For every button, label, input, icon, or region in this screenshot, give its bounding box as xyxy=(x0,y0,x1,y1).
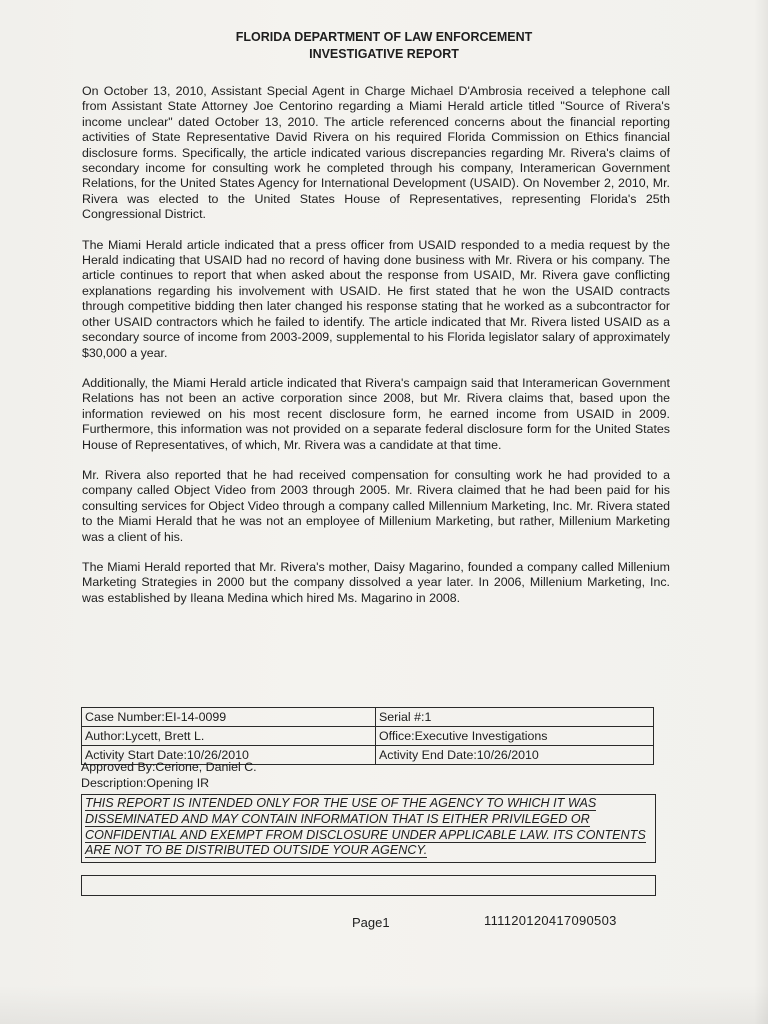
paragraph-2: The Miami Herald article indicated that a press officer from USAID responded to a media request by the Herald indicating that USAID had no record of having done business with Mr. Rivera or his company. The article continues to report that when asked about the response from USAID, Mr. Rivera gave conflicting explanations regarding his involvement with USAID. He first stated that he won the USAID contracts through competitive bidding then later changed his response stating that he worked as a subcontractor for other USAID contractors which he failed to identify. The article indicated that Mr. Rivera listed USAID as a secondary source of income from 2003-2009, supplemental to his Florida legislator salary of approximately $30,000 a year. xyxy=(82,237,670,360)
blank-box xyxy=(81,875,656,896)
notice-text: THIS REPORT IS INTENDED ONLY FOR THE USE OF THE AGENCY TO WHICH IT WAS DISSEMINATED AND MAY CONTAIN INFORMATION THAT IS EITHER PRIVILEGED OR CONFIDENTIAL AND EXEMPT FROM DISCLOSURE UNDER APPLICABLE LAW. ITS CONTENTS ARE NOT TO BE DISTRIBUTED OUTSIDE YOUR AGENCY. xyxy=(85,796,646,858)
report-type-title: INVESTIGATIVE REPORT xyxy=(309,47,459,61)
approval-info xyxy=(81,760,257,791)
paragraph-5: The Miami Herald reported that Mr. Rivera's mother, Daisy Magarino, founded a company called Millenium Marketing Strategies in 2000 but the company dissolved a year later. In 2006, Millenium Marketing, Inc. was established by Ileana Medina which hired Ms. Magarino in 2008. xyxy=(82,559,670,605)
report-header xyxy=(0,29,768,63)
confidentiality-notice xyxy=(81,794,656,863)
description: Description:Opening IR xyxy=(81,775,210,790)
serial-number: Serial #:1 xyxy=(376,708,654,727)
paragraph-4: Mr. Rivera also reported that he had received compensation for consulting work he had provided to a company called Object Video from 2003 through 2005. Mr. Rivera claimed that he had been paid for his consulting services for Object Video through a company called Millennium Marketing, Inc. Mr. Rivera stated to the Miami Herald that he was not an employee of Millenium Marketing, but rather, Millenium Marketing was a client of his. xyxy=(82,467,670,544)
case-number: Case Number:EI-14-0099 xyxy=(82,708,376,727)
approved-by: Approved By:Cerione, Daniel C. xyxy=(81,760,257,774)
office: Office:Executive Investigations xyxy=(376,727,654,746)
activity-end-date: Activity End Date:10/26/2010 xyxy=(376,746,654,765)
document-id: 111120120417090503 xyxy=(484,913,617,928)
table-row xyxy=(82,708,654,727)
activity-start-date: Activity Start Date:10/26/2010 xyxy=(82,746,376,765)
table-row xyxy=(82,727,654,746)
paragraph-3: Additionally, the Miami Herald article indicated that Rivera's campaign said that Interamerican Government Relations has not been an active corporation since 2008, but Mr. Rivera claims that, based upon the information reviewed on his most recent disclosure form, he earned income from USAID in 2009. Furthermore, this information was not provided on a separate federal disclosure form for the United States House of Representatives, of which, Mr. Rivera was a candidate at that time. xyxy=(82,375,670,452)
page-number: Page1 xyxy=(352,915,390,930)
report-body xyxy=(82,84,670,621)
case-info-table xyxy=(81,707,654,765)
author: Author:Lycett, Brett L. xyxy=(82,727,376,746)
scan-bottom-shadow xyxy=(0,985,768,1024)
paragraph-1: On October 13, 2010, Assistant Special Agent in Charge Michael D'Ambrosia received a telephone call from Assistant State Attorney Joe Centorino regarding a Miami Herald article titled "Source of Rivera's income unclear" dated October 13, 2010. The article referenced concerns about the financial reporting activities of State Representative David Rivera on his required Florida Commission on Ethics financial disclosure forms. Specifically, the article indicated various discrepancies regarding Mr. Rivera's claims of secondary income for consulting work he completed through his company, Interamerican Government Relations, for the United States Agency for International Development (USAID). On November 2, 2010, Mr. Rivera was elected to the United States House of Representatives, representing Florida's 25th Congressional District. xyxy=(82,84,670,222)
scan-edge-shadow xyxy=(754,0,768,1024)
agency-title: FLORIDA DEPARTMENT OF LAW ENFORCEMENT xyxy=(235,30,533,44)
